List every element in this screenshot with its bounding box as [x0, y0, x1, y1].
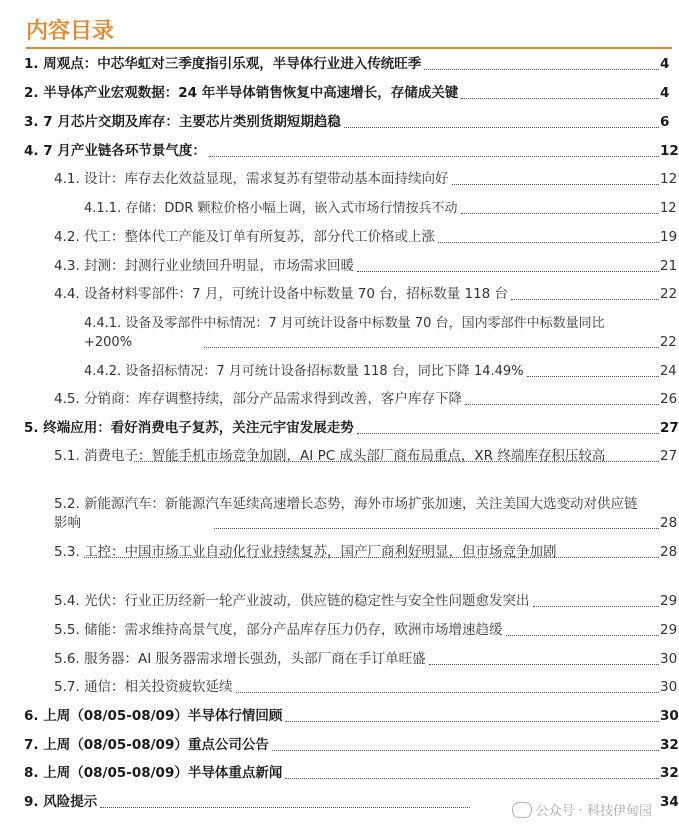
toc-entry-5-7[interactable]: 5.7. 通信：相关投资疲软延续 30 — [54, 679, 678, 695]
toc-entry-5-2[interactable]: 5.2. 新能源汽车：新能源汽车延续高速增长态势，海外市场扩张加速，关注美国大选变动对供应链影响 28 — [54, 496, 678, 531]
page-number: 12 — [660, 171, 678, 187]
toc-entry-4-4-1[interactable]: 4.4.1. 设备及零部件中标情况：7 月可统计设备中标数量 70 台，国内零部件中标数量同比+200% 22 — [84, 316, 677, 350]
toc-entry-4-3[interactable]: 4.3. 封测：封测行业业绩回升明显，市场需求回暖 21 — [54, 258, 678, 274]
page-number: 32 — [660, 765, 679, 781]
title-divider — [26, 47, 672, 49]
toc-entry-1[interactable]: 1. 周观点：中芯华虹对三季度指引乐观，半导体行业进入传统旺季 4 — [24, 55, 672, 74]
page-number: 22 — [660, 286, 678, 302]
toc-entry-2[interactable]: 2. 半导体产业宏观数据：24 年半导体销售恢复中高速增长，存储成关键 4 — [24, 84, 672, 103]
page-number: 27 — [660, 420, 679, 436]
page-number: 30 — [660, 651, 678, 667]
toc-entry-5-5[interactable]: 5.5. 储能：需求维持高景气度，部分产品库存压力仍存，欧洲市场增速趋缓 29 — [54, 622, 678, 638]
toc-entry-4[interactable]: 4. 7 月产业链各环节景气度： 12 — [24, 143, 679, 159]
toc-entry-5-6[interactable]: 5.6. 服务器：AI 服务器需求增长强劲，头部厂商在手订单旺盛 30 — [54, 651, 678, 667]
toc-entry-4-4[interactable]: 4.4. 设备材料零部件：7 月，可统计设备中标数量 70 台，招标数量 118 台 22 — [54, 286, 678, 302]
wechat-icon — [512, 802, 532, 818]
toc-entry-5[interactable]: 5. 终端应用：看好消费电子复苏，关注元宇宙发展走势 27 — [24, 420, 679, 436]
page-number: 4 — [660, 56, 670, 72]
toc-entry-4-5[interactable]: 4.5. 分销商：库存调整持续，部分产品需求得到改善，客户库存下降 26 — [54, 391, 678, 407]
page-number: 21 — [660, 258, 678, 274]
page-number: 32 — [660, 737, 679, 753]
toc-entry-3[interactable]: 3. 7 月芯片交期及库存：主要芯片类别货期短期趋稳 6 — [24, 113, 672, 132]
toc-entry-6[interactable]: 6. 上周（08/05-08/09）半导体行情回顾 30 — [24, 708, 679, 724]
toc-entry-8[interactable]: 8. 上周（08/05-08/09）半导体重点新闻 32 — [24, 765, 679, 781]
page-number: 28 — [660, 544, 678, 560]
toc-entry-5-1[interactable]: 5.1. 消费电子：智能手机市场竞争加剧，AI PC 成头部厂商布局重点，XR 终端库存积压较高 27 — [54, 448, 678, 464]
toc-entry-4-1[interactable]: 4.1. 设计：库存去化效益显现，需求复苏有望带动基本面持续向好 12 — [54, 171, 678, 187]
toc-entry-7[interactable]: 7. 上周（08/05-08/09）重点公司公告 32 — [24, 737, 679, 753]
page-number: 4 — [660, 85, 670, 101]
toc-entry-4-2[interactable]: 4.2. 代工：整体代工产能及订单有所复苏，部分代工价格或上涨 19 — [54, 229, 678, 245]
page-number: 27 — [660, 448, 678, 464]
page-number: 19 — [660, 229, 678, 245]
watermark-text: 公众号 · 科技伊甸园 — [535, 804, 652, 819]
page-number: 12 — [660, 143, 679, 159]
page-number: 12 — [660, 201, 677, 216]
page-number: 29 — [660, 593, 678, 609]
page-number: 24 — [660, 364, 677, 379]
toc-entry-5-3[interactable]: 5.3. 工控：中国市场工业自动化行业持续复苏，国产厂商利好明显，但市场竞争加剧 28 — [54, 544, 678, 560]
page-number: 6 — [660, 114, 670, 130]
toc-entry-4-1-1[interactable]: 4.1.1. 存储：DDR 颗粒价格小幅上调，嵌入式市场行情按兵不动 12 — [84, 201, 677, 216]
page-number: 29 — [660, 622, 678, 638]
toc-entry-9[interactable]: 9. 风险提示 34 — [24, 794, 679, 810]
page-number: 22 — [660, 335, 677, 350]
page-number: 30 — [660, 708, 679, 724]
page-number: 28 — [660, 515, 678, 531]
page-number: 30 — [660, 679, 678, 695]
watermark — [512, 800, 652, 819]
page-number: 26 — [660, 391, 678, 407]
toc-title: 内容目录 — [26, 19, 115, 44]
page-number: 34 — [660, 794, 679, 810]
toc-entry-4-4-2[interactable]: 4.4.2. 设备招标情况：7 月可统计设备招标数量 118 台，同比下降 14.49% 24 — [84, 364, 677, 379]
toc-entry-5-4[interactable]: 5.4. 光伏：行业正历经新一轮产业波动，供应链的稳定性与安全性问题愈发突出 29 — [54, 593, 678, 609]
